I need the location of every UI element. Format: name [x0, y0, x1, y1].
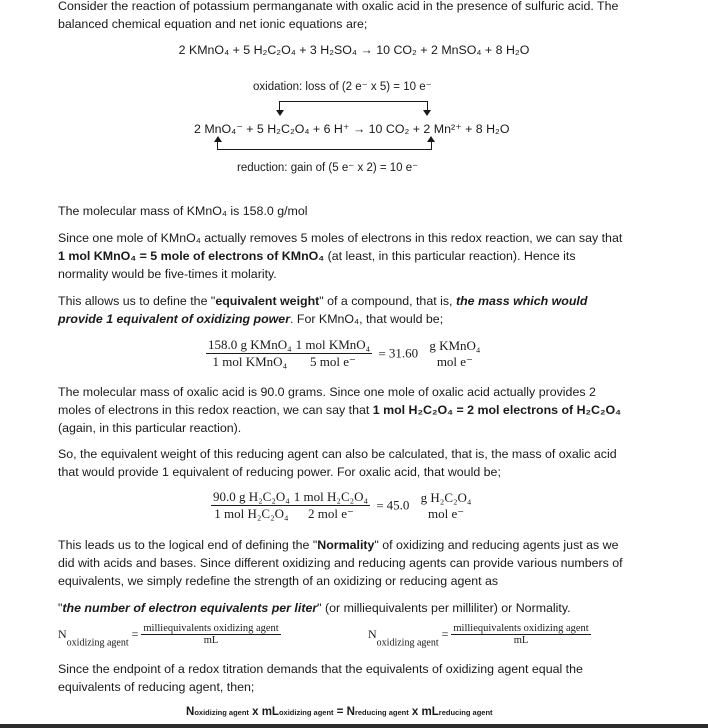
molecular-mass-kmno4: The molecular mass of KMnO₄ is 158.0 g/mol	[58, 204, 308, 218]
titration-equivalence-equation: Noxidizing agent x mLoxidizing agent = Nreducing agent x mLreducing agent	[186, 706, 493, 718]
fraction-mass-per-mol-oxalic: $\frac{\text{90.0 g H₂C₂O₄}}{\text{1 mol H₂C₂O₄}}$	[213, 489, 290, 521]
bottom-edge-bar	[0, 724, 708, 728]
reduction-arrowhead-left	[214, 136, 222, 142]
oxidation-arrowhead-right	[423, 110, 431, 116]
intro-paragraph: Consider the reaction of potassium permanganate with oxalic acid in the presence of sulfuric acid. The balanced chemical equation and net ionic equations are;	[58, 0, 619, 31]
reduction-bracket	[217, 140, 432, 150]
oxalic-equivalent-weight-value: 45.0	[386, 497, 410, 513]
reduction-label: reduction: gain of (5 e⁻ x 2) = 10 e⁻	[237, 162, 419, 174]
oxidation-arrowhead-left	[276, 110, 284, 116]
kmno4-equivalent-weight-equation: $\frac{\text{158.0 g KMnO₄}}{\text{1 mol KMnO₄}}$ $\frac{\text{1 mol KMnO₄}}{\text{5 mol e⁻}}$ = 31.60 g KMnO₄ mol e⁻	[208, 337, 481, 369]
fraction-mol-per-electrons-kmno4: $\frac{\text{1 mol KMnO₄}}{\text{5 mol e⁻}}$	[295, 337, 371, 369]
net-ionic-equation: 2 MnO₄⁻ + 5 H₂C₂O₄ + 6 H⁺ → 10 CO₂ + 2 Mn²⁺ + 8 H₂O	[194, 122, 510, 136]
paragraph-one-mole: Since one mole of KMnO₄ actually removes 5 moles of electrons in this redox reaction, we can say that 1 mol KMnO₄ = 5 mole of electrons of KMnO₄ (at least, in this particular reaction). Hence its normality would be five-times it molarity.	[58, 231, 623, 281]
paragraph-oxalic-acid: The molecular mass of oxalic acid is 90.0 grams. Since one mole of oxalic acid actually provides 2 moles of electrons in this redox reaction, we can say that 1 mol H₂C₂O₄ = 2 mol electrons of H₂C₂O₄ (again, in this particular reaction).	[58, 385, 622, 435]
bold-kmno4-equivalence: 1 mol KMnO₄ = 5 mole of electrons of KMnO₄	[58, 249, 325, 263]
paragraph-equivalent-weight: This allows us to define the "equivalent weight" of a compound, that is, the mass which would provide 1 equivalent of oxidizing power. For KMnO₄, that would be;	[58, 294, 588, 326]
equivalent-weight-definition: the mass which would provide 1 equivalent of oxidizing power	[58, 294, 588, 326]
paragraph-endpoint: Since the endpoint of a redox titration demands that the equivalents of oxidizing agent equal the equivalents of reducing agent, then;	[58, 662, 583, 694]
bold-oxalic-equivalence: 1 mol H₂C₂O₄ = 2 mol electrons of H₂C₂O₄	[372, 403, 622, 417]
fraction-mass-per-mol-kmno4: $\frac{\text{158.0 g KMnO₄}}{\text{1 mol KMnO₄}}$	[208, 337, 292, 369]
balanced-equation: 2 KMnO₄ + 5 H₂C₂O₄ + 3 H₂SO₄ → 10 CO₂ + 2 MnSO₄ + 8 H₂O	[178, 43, 530, 57]
paragraph-reducing-agent: So, the equivalent weight of this reducing agent can also be calculated, that is, the mass of oxalic acid that would provide 1 equivalent of reducing power. For oxalic acid, that would be;	[58, 447, 617, 479]
paragraph-normality-definition: "the number of electron equivalents per liter" (or milliequivalents per milliliter) or Normality.	[58, 601, 571, 615]
fraction-mol-per-electrons-oxalic: $\frac{\text{1 mol H₂C₂O₄}}{\text{2 mol e⁻}}$	[293, 489, 369, 521]
paragraph-normality: This leads us to the logical end of defining the "Normality" of oxidizing and reducing agents just as we did with acids and bases. Since different oxidizing and reducing agents can provide various numbers of equivalents, we simply redefine the strength of an oxidizing or reducing agent as	[58, 538, 623, 588]
oxalic-equivalent-weight-equation: $\frac{\text{90.0 g H₂C₂O₄}}{\text{1 mol H₂C₂O₄}}$ $\frac{\text{1 mol H₂C₂O₄}}{\text{2 mol e⁻}}$ = 45.0 g H₂C₂O₄ mol e⁻	[213, 489, 472, 521]
normality-formula-left: $N_{oxidizing agent}=$ $\frac{\text{milliequivalents oxidizing agent}}{mL}$	[58, 623, 279, 649]
normality-formula-right: $N_{oxidizing agent}=$ $\frac{\text{milliequivalents oxidizing agent}}{mL}$	[368, 623, 589, 649]
reduction-arrowhead-right	[427, 136, 435, 142]
normality-definition: the number of electron equivalents per liter	[62, 601, 318, 615]
fraction-unit-kmno4: g KMnO₄ mol e⁻	[429, 337, 481, 369]
oxidation-bracket	[279, 101, 428, 111]
kmno4-equivalent-weight-value: 31.60	[388, 345, 419, 361]
fraction-unit-oxalic: g H₂C₂O₄ mol e⁻	[420, 489, 472, 521]
oxidation-label: oxidation: loss of (2 e⁻ x 5) = 10 e⁻	[253, 81, 432, 93]
